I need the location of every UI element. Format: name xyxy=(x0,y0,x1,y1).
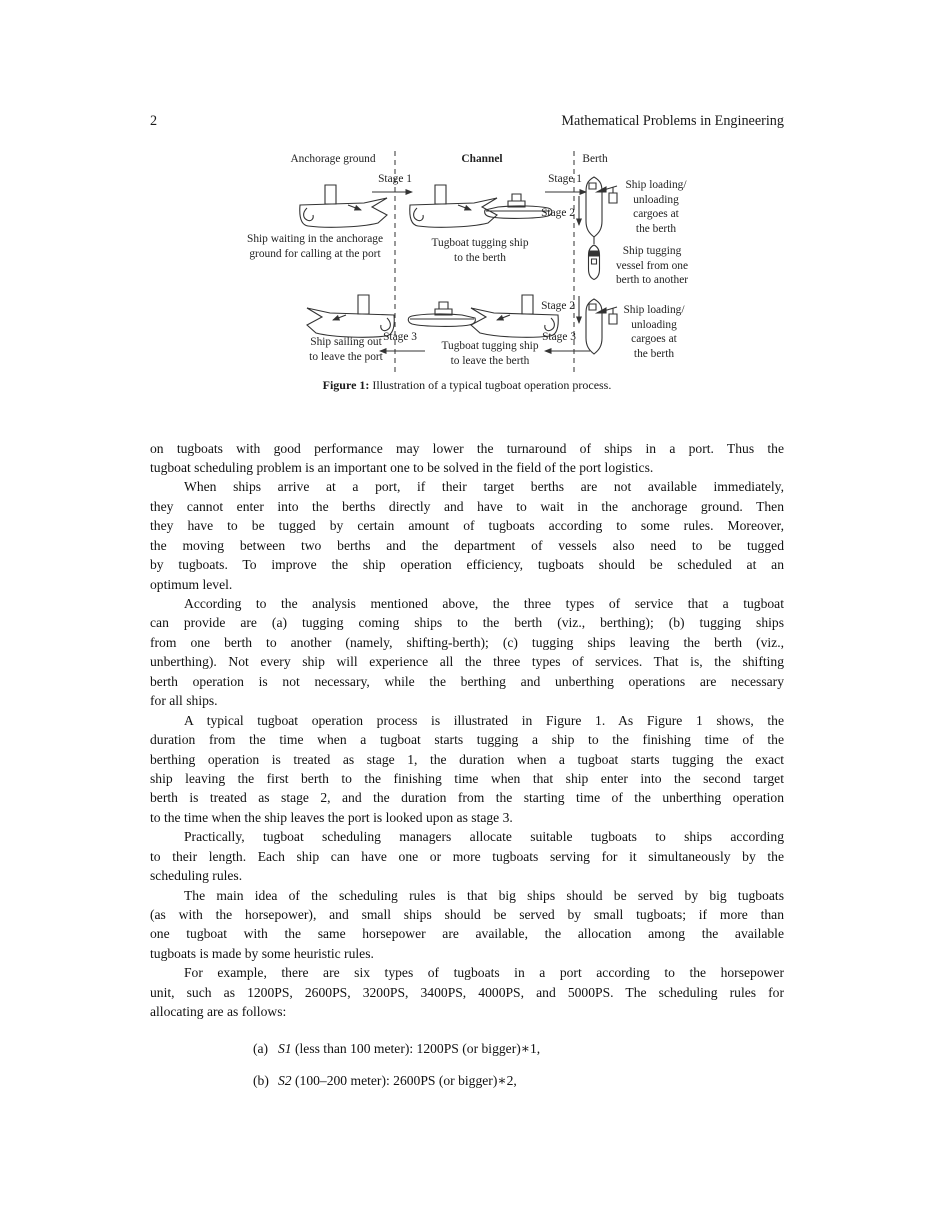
crane-icon-bottom xyxy=(597,307,617,324)
body-line: can provide are (a) tugging coming ships to the berth (viz., berthing); (b) tugging ships xyxy=(150,615,784,631)
paragraph xyxy=(150,963,784,1021)
body-line: tugboat scheduling problem is an important one to be solved in the field of the port logistics. xyxy=(150,459,654,475)
paragraph xyxy=(150,477,784,594)
paragraph xyxy=(150,711,784,828)
body-line: berth is treated as stage 2, and the duration from the starting time of the unberthing operation xyxy=(150,790,784,806)
body-line: allocating are as follows: xyxy=(150,1004,287,1020)
body-line: unit, such as 1200PS, 2600PS, 3200PS, 3400PS, 4000PS, and 5000PS. The scheduling rules for xyxy=(150,984,784,1000)
body-line: for all ships. xyxy=(150,693,218,709)
body-line: For example, there are six types of tugboats in a port according to the horsepower xyxy=(184,965,784,981)
body-line: berthing operation is treated as stage 1, the duration when a tugboat starts tugging the exact xyxy=(150,751,784,767)
label-tug-to-berth: Tugboat tugging ship to the berth xyxy=(431,237,529,264)
body-line: berth operation is not necessary, while the berthing and unberthing operations are necessary xyxy=(150,673,784,689)
label-sailing-out: Ship sailing out to leave the port xyxy=(309,336,383,363)
crane-icon-top xyxy=(597,186,617,203)
label-berth: Berth xyxy=(582,153,608,165)
label-stage3-left: Stage 3 xyxy=(383,331,417,343)
label-tug-leave-berth: Tugboat tugging ship to leave the berth xyxy=(441,340,539,367)
body-line: Practically, tugboat scheduling managers allocate suitable tugboats to ships according xyxy=(184,829,784,845)
figure-caption-text: Illustration of a typical tugboat operation process. xyxy=(369,378,612,392)
ship-at-berth-top xyxy=(586,177,617,237)
label-ship-waiting: Ship waiting in the anchorage ground for calling at the port xyxy=(246,233,384,260)
label-anchorage-ground: Anchorage ground xyxy=(290,153,376,165)
list-item xyxy=(150,1039,784,1058)
body-line: to their length. Each ship can have one or more tugboats serving for it simultaneously by the xyxy=(150,848,784,864)
body-line: The main idea of the scheduling rules is that big ships should be served by big tugboats xyxy=(184,887,784,903)
list-item-marker: (a) xyxy=(253,1040,269,1056)
figure-caption-label: Figure 1: xyxy=(322,378,370,392)
label-stage2-bottom: Stage 2 xyxy=(541,300,575,312)
body-line: they cannot enter into the berths directly and have to wait in the anchorage ground. Then xyxy=(150,498,784,514)
article-body xyxy=(150,439,784,1104)
label-shifting-berth: Ship tugging vessel from one berth to another xyxy=(615,245,689,287)
page-header xyxy=(150,113,784,130)
body-line: optimum level. xyxy=(150,576,233,592)
body-line: from one berth to another (namely, shifting-berth); (c) tugging ships leaving the berth (viz., xyxy=(150,634,784,650)
ship-at-berth-bottom xyxy=(586,299,617,354)
page-number: 2 xyxy=(150,113,158,129)
body-line: According to the analysis mentioned above, the three types of service that a tugboat xyxy=(184,596,784,611)
scheduling-rules-list xyxy=(150,1039,784,1091)
body-line: scheduling rules. xyxy=(150,868,243,884)
body-line: unberthing). Not every ship will experience all the three types of services. That is, the shifting xyxy=(150,654,784,670)
ship-class-var: S2 xyxy=(278,1073,292,1089)
body-line: they have to be tugged by certain amount of tugboats according to some rules. Moreover, xyxy=(150,518,784,534)
body-line: When ships arrive at a port, if their target berths are not available immediately, xyxy=(184,479,784,495)
label-stage2-top: Stage 2 xyxy=(541,207,575,219)
label-stage1-right: Stage 1 xyxy=(548,173,582,185)
ship-tugged-to-berth xyxy=(410,185,497,227)
label-loading-bottom: Ship loading/ unloading cargoes at the berth xyxy=(623,304,685,360)
body-line: one tugboat with the same horsepower are available, the allocation among the available xyxy=(150,926,784,942)
paragraph xyxy=(150,439,784,478)
body-line: tugboats is made by some heuristic rules. xyxy=(150,945,374,961)
body-line: ship leaving the first berth to the finishing time when that ship enter into the second target xyxy=(150,770,784,786)
list-item-text: (less than 100 meter): 1200PS (or bigger)∗1, xyxy=(291,1040,541,1056)
body-line: (as with the horsepower), and small ships should be served by small tugboats; if more than xyxy=(150,907,784,922)
list-item-marker: (b) xyxy=(253,1073,269,1089)
label-stage3-right: Stage 3 xyxy=(542,331,576,343)
body-line: duration from the time when a tugboat starts tugging a ship to the finishing time of the xyxy=(150,732,784,748)
ship-class-var: S1 xyxy=(278,1040,292,1056)
journal-title: Mathematical Problems in Engineering xyxy=(561,113,784,129)
figure-caption xyxy=(150,378,784,393)
paragraph xyxy=(150,886,784,964)
figure-1 xyxy=(246,148,828,380)
body-line: the moving between two berths and the department of vessels also need to be tugged xyxy=(150,537,784,553)
ship-sailing-out xyxy=(307,295,394,337)
paragraph xyxy=(150,594,784,711)
body-line: A typical tugboat operation process is illustrated in Figure 1. As Figure 1 shows, the xyxy=(184,712,784,728)
label-loading-top: Ship loading/ unloading cargoes at the berth xyxy=(625,179,687,235)
label-stage1-left: Stage 1 xyxy=(378,173,412,185)
body-line: to the time when the ship leaves the port is looked upon as stage 3. xyxy=(150,809,513,825)
paragraph xyxy=(150,827,784,885)
tugboat-channel-bottom xyxy=(408,302,475,326)
body-line: by tugboats. To improve the ship operation efficiency, tugboats should be scheduled at an xyxy=(150,557,784,573)
ship-waiting-anchorage xyxy=(300,185,387,227)
list-item-text: (100–200 meter): 2600PS (or bigger)∗2, xyxy=(291,1073,517,1089)
body-line: on tugboats with good performance may lower the turnaround of ships in a port. Thus the xyxy=(150,440,784,456)
label-channel: Channel xyxy=(461,153,503,165)
tugboat-shifting-berth xyxy=(589,245,600,280)
list-item xyxy=(150,1071,784,1090)
